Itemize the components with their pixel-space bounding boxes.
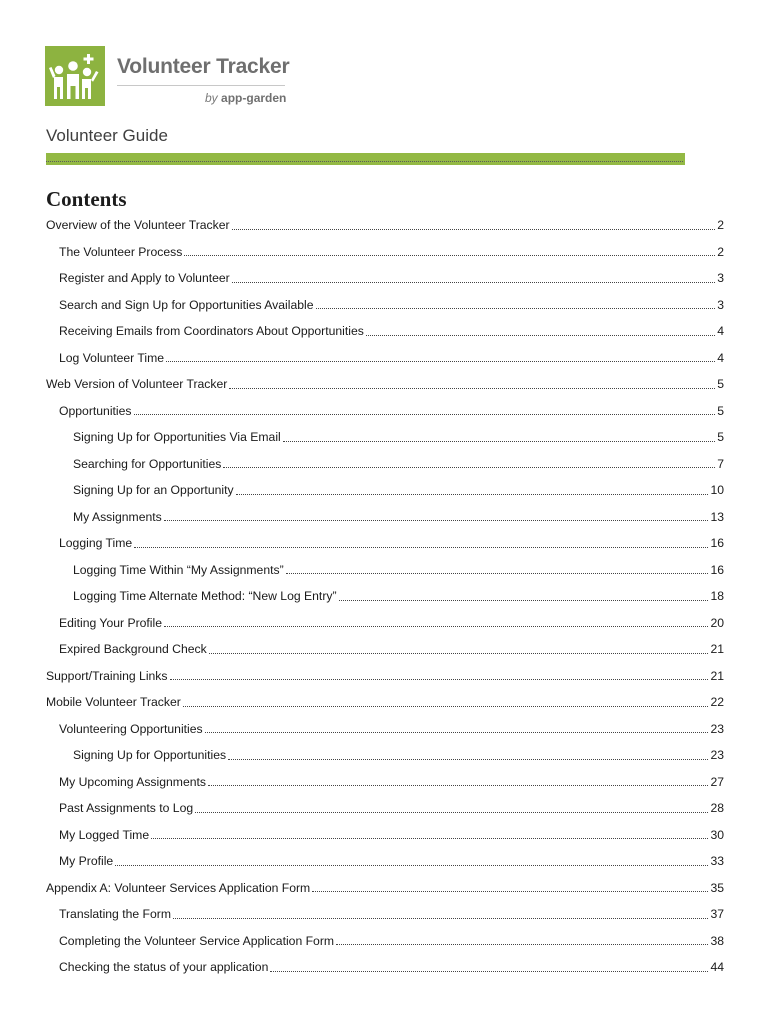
toc-page-number: 4 — [717, 324, 724, 339]
toc-entry-title: Signing Up for Opportunities Via Email — [73, 430, 281, 445]
toc-page-number: 44 — [710, 960, 724, 975]
toc-dot-leader — [228, 751, 708, 760]
title-bar-dotted-line — [46, 161, 683, 162]
toc-entry-title: Searching for Opportunities — [73, 456, 222, 471]
toc-page-number: 10 — [710, 483, 724, 498]
toc-page-number: 35 — [710, 880, 724, 895]
toc-dot-leader — [286, 565, 709, 574]
toc-entry[interactable] — [46, 212, 724, 239]
toc-entry-title: Overview of the Volunteer Tracker — [46, 218, 230, 233]
toc-entry[interactable] — [46, 265, 724, 292]
logo-subtitle — [205, 91, 286, 105]
toc-entry-title: Volunteering Opportunities — [59, 721, 203, 736]
toc-page-number: 2 — [717, 218, 724, 233]
toc-dot-leader — [236, 486, 709, 495]
toc-page-number: 28 — [710, 801, 724, 816]
toc-dot-leader — [316, 300, 716, 309]
toc-dot-leader — [115, 857, 708, 866]
toc-page-number: 27 — [710, 774, 724, 789]
toc-entry[interactable] — [46, 822, 724, 849]
toc-entry-title: Completing the Volunteer Service Application Form — [59, 933, 335, 948]
toc-entry[interactable] — [46, 504, 724, 531]
toc-entry-title: Appendix A: Volunteer Services Application Form — [46, 880, 311, 895]
toc-dot-leader — [170, 671, 709, 680]
toc-entry-title: Opportunities — [59, 403, 132, 418]
toc-dot-leader — [232, 221, 716, 230]
toc-dot-leader — [151, 830, 708, 839]
toc-page-number: 3 — [717, 297, 724, 312]
toc-entry-title: Signing Up for Opportunities — [73, 748, 227, 763]
toc-page-number: 23 — [710, 748, 724, 763]
toc-entry-title: Receiving Emails from Coordinators About Opportunities — [59, 324, 364, 339]
toc-dot-leader — [166, 353, 715, 362]
toc-dot-leader — [195, 804, 708, 813]
toc-dot-leader — [208, 777, 708, 786]
toc-dot-leader — [173, 910, 708, 919]
toc-entry-title: Mobile Volunteer Tracker — [46, 695, 181, 710]
toc-entry[interactable] — [46, 530, 724, 557]
toc-entry-title: Log Volunteer Time — [59, 350, 165, 365]
toc-entry[interactable] — [46, 769, 724, 796]
toc-entry[interactable] — [46, 663, 724, 690]
toc-entry-title: Logging Time Alternate Method: “New Log Entry” — [73, 589, 337, 604]
contents-heading: Contents — [46, 187, 127, 211]
toc-page-number: 21 — [710, 668, 724, 683]
toc-dot-leader — [209, 645, 709, 654]
toc-entry[interactable] — [46, 901, 724, 928]
document-title: Volunteer Guide — [46, 126, 168, 145]
toc-page-number: 5 — [717, 403, 724, 418]
table-of-contents — [46, 212, 724, 981]
toc-page-number: 23 — [710, 721, 724, 736]
toc-entry-title: Translating the Form — [59, 907, 171, 922]
toc-entry[interactable] — [46, 557, 724, 584]
toc-entry[interactable] — [46, 583, 724, 610]
title-accent-bar — [46, 153, 685, 165]
toc-page-number: 3 — [717, 271, 724, 286]
toc-entry-title: Logging Time — [59, 536, 133, 551]
toc-entry-title: Editing Your Profile — [59, 615, 162, 630]
toc-entry[interactable] — [46, 345, 724, 372]
toc-page-number: 38 — [710, 933, 724, 948]
toc-dot-leader — [336, 936, 708, 945]
toc-entry[interactable] — [46, 424, 724, 451]
toc-page-number: 22 — [710, 695, 724, 710]
toc-entry-title: The Volunteer Process — [59, 244, 183, 259]
toc-entry-title: Support/Training Links — [46, 668, 168, 683]
toc-entry-title: Logging Time Within “My Assignments” — [73, 562, 284, 577]
toc-dot-leader — [366, 327, 715, 336]
toc-entry-title: My Logged Time — [59, 827, 150, 842]
logo-by: by — [205, 91, 218, 105]
toc-dot-leader — [223, 459, 715, 468]
toc-page-number: 4 — [717, 350, 724, 365]
toc-dot-leader — [312, 883, 708, 892]
toc-dot-leader — [339, 592, 709, 601]
toc-page-number: 21 — [710, 642, 724, 657]
toc-entry[interactable] — [46, 875, 724, 902]
toc-entry[interactable] — [46, 477, 724, 504]
toc-page-number: 16 — [710, 562, 724, 577]
people-plus-icon — [45, 46, 105, 106]
toc-entry-title: Register and Apply to Volunteer — [59, 271, 230, 286]
toc-dot-leader — [270, 963, 708, 972]
toc-entry[interactable] — [46, 292, 724, 319]
logo-title: Volunteer Tracker — [117, 55, 290, 78]
toc-page-number: 16 — [710, 536, 724, 551]
toc-page-number: 5 — [717, 377, 724, 392]
toc-entry[interactable] — [46, 742, 724, 769]
toc-page-number: 13 — [710, 509, 724, 524]
toc-page-number: 5 — [717, 430, 724, 445]
logo-brand: app-garden — [221, 91, 287, 105]
toc-entry[interactable] — [46, 795, 724, 822]
logo-divider — [117, 85, 285, 86]
toc-page-number: 30 — [710, 827, 724, 842]
toc-entry-title: My Profile — [59, 854, 114, 869]
toc-entry[interactable] — [46, 689, 724, 716]
toc-entry-title: My Assignments — [73, 509, 162, 524]
toc-page-number: 20 — [710, 615, 724, 630]
toc-entry[interactable] — [46, 928, 724, 955]
toc-page-number: 33 — [710, 854, 724, 869]
toc-entry-title: Checking the status of your application — [59, 960, 269, 975]
toc-entry[interactable] — [46, 636, 724, 663]
toc-dot-leader — [205, 724, 709, 733]
toc-dot-leader — [183, 698, 709, 707]
toc-dot-leader — [232, 274, 715, 283]
toc-page-number: 2 — [717, 244, 724, 259]
toc-entry[interactable] — [46, 954, 724, 981]
toc-dot-leader — [164, 512, 709, 521]
toc-dot-leader — [164, 618, 708, 627]
toc-entry[interactable] — [46, 398, 724, 425]
toc-entry-title: My Upcoming Assignments — [59, 774, 206, 789]
toc-entry[interactable] — [46, 848, 724, 875]
toc-entry[interactable] — [46, 239, 724, 266]
toc-dot-leader — [229, 380, 715, 389]
toc-page-number: 18 — [710, 589, 724, 604]
toc-entry-title: Signing Up for an Opportunity — [73, 483, 234, 498]
toc-entry[interactable] — [46, 451, 724, 478]
toc-entry-title: Expired Background Check — [59, 642, 207, 657]
toc-entry[interactable] — [46, 371, 724, 398]
toc-entry-title: Search and Sign Up for Opportunities Available — [59, 297, 314, 312]
toc-entry-title: Web Version of Volunteer Tracker — [46, 377, 228, 392]
toc-dot-leader — [134, 406, 716, 415]
toc-dot-leader — [184, 247, 715, 256]
toc-dot-leader — [283, 433, 715, 442]
toc-page-number: 37 — [710, 907, 724, 922]
toc-entry-title: Past Assignments to Log — [59, 801, 194, 816]
toc-page-number: 7 — [717, 456, 724, 471]
toc-entry[interactable] — [46, 716, 724, 743]
logo — [45, 46, 305, 110]
toc-entry[interactable] — [46, 318, 724, 345]
toc-dot-leader — [134, 539, 708, 548]
toc-entry[interactable] — [46, 610, 724, 637]
